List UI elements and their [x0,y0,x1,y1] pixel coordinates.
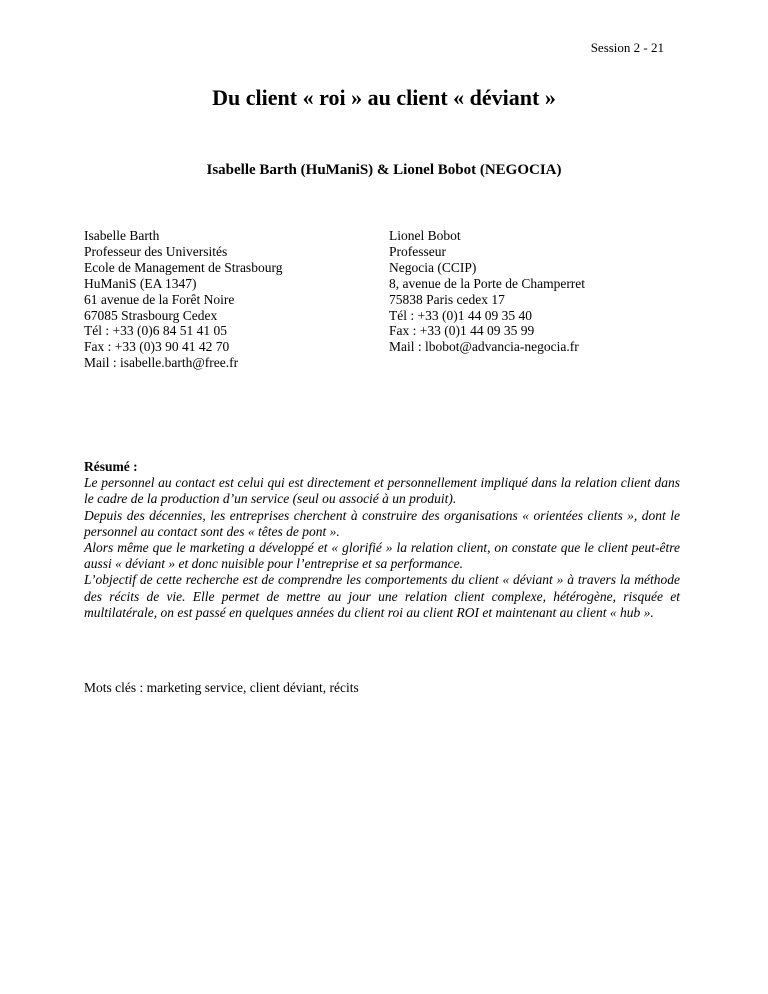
author-right-street: 8, avenue de la Porte de Champerret [389,275,586,291]
author-left-institution: Ecole de Management de Strasbourg [84,259,283,275]
authors-line: Isabelle Barth (HuManiS) & Lionel Bobot (NEGOCIA) [206,162,562,178]
author-left-address [84,228,354,371]
abstract-heading: Résumé : [84,459,138,474]
abstract-paragraph: Le personnel au contact est celui qui est directement et personnellement impliqué dans la relation client dans le cadre de la production d’un service (seul ou associé à un produit). [84,475,680,507]
author-left-street: 61 avenue de la Forêt Noire [84,291,235,307]
abstract-paragraph: Depuis des décennies, les entreprises cherchent à construire des organisations « orientées clients », dont le personnel au contact sont des « têtes de pont ». [84,507,680,539]
author-left-name: Isabelle Barth [84,228,160,243]
author-right-name: Lionel Bobot [389,228,461,243]
author-left-fax: Fax : +33 (0)3 90 41 42 70 [84,339,230,355]
author-right-city: 75838 Paris cedex 17 [389,291,505,307]
author-left-email: Mail : isabelle.barth@free.fr [84,355,239,371]
author-left-lab: HuManiS (EA 1347) [84,275,197,291]
author-right-email: Mail : lbobot@advancia-negocia.fr [389,339,579,355]
author-left-title: Professeur des Universités [84,243,228,259]
abstract-paragraph: Alors même que le marketing a développé et « glorifié » la relation client, on constate que le client peut-être aussi « déviant » et donc nuisible pour l’entreprise et sa performance. [84,540,680,572]
author-right-title: Professeur [389,243,446,259]
session-page-number: Session 2 - 21 [590,40,664,55]
abstract-section [84,459,680,621]
author-right-fax: Fax : +33 (0)1 44 09 35 99 [389,323,535,339]
keywords-line: Mots clés : marketing service, client déviant, récits [84,680,359,695]
author-right-phone: Tél : +33 (0)1 44 09 35 40 [389,307,532,323]
paper-title: Du client « roi » au client « déviant » [212,85,556,110]
author-right-institution: Negocia (CCIP) [389,259,477,275]
author-right-address [389,228,689,355]
abstract-paragraph: L’objectif de cette recherche est de comprendre les comportements du client « déviant » à travers la méthode des récits de vie. Elle permet de mettre au jour une relation client complexe, hétérogène, risquée et multilatérale, on est passé en quelques années du client roi au client ROI et maintenant au client « hub ». [84,572,680,620]
author-left-phone: Tél : +33 (0)6 84 51 41 05 [84,323,227,339]
author-left-city: 67085 Strasbourg Cedex [84,307,218,323]
